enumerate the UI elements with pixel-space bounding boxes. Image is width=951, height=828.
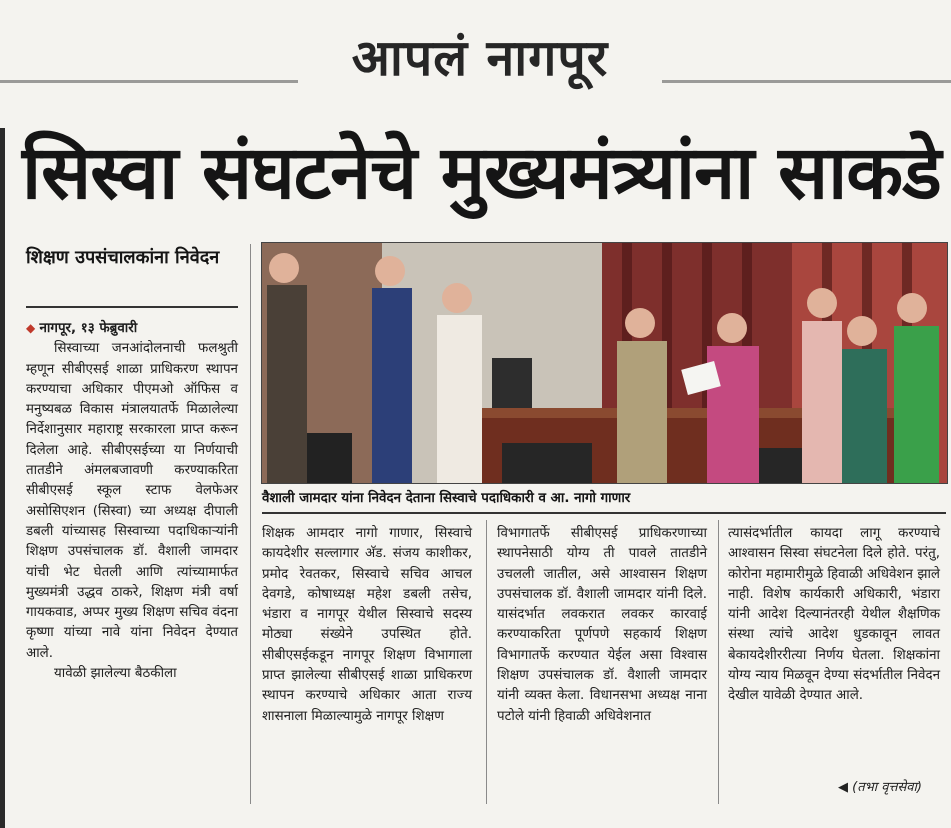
left-border-bar xyxy=(0,128,5,828)
news-photo xyxy=(261,242,948,484)
article-column-4 xyxy=(728,524,940,707)
news-credit xyxy=(838,777,943,797)
dateline: नागपूर, १३ फेब्रुवारी xyxy=(39,321,138,336)
subheadline: शिक्षण उपसंचालकांना निवेदन xyxy=(26,247,220,268)
photo-caption: वैशाली जामदार यांना निवेदन देताना सिस्वाचे पदाधिकारी व आ. नागो गाणार xyxy=(262,486,946,514)
masthead-rule-left xyxy=(0,80,298,83)
column-separator-3 xyxy=(718,520,719,804)
column-separator-2 xyxy=(486,520,487,804)
headline: सिस्वा संघटनेचे मुख्यमंत्र्यांना साकडे xyxy=(22,130,941,216)
column-1-paragraph-2: यावेळी झालेल्या बैठकीला xyxy=(54,666,177,682)
article-column-1 xyxy=(26,318,238,684)
diamond-bullet-icon: ◆ xyxy=(26,321,36,335)
triangle-marker-icon: ◀ xyxy=(838,780,848,795)
masthead-title: आपलं नागपूर xyxy=(351,28,609,87)
article-column-3 xyxy=(497,524,707,727)
column-2-text: शिक्षक आमदार नागो गाणार, सिस्वाचे कायदेशीर सल्लागार अ‍ॅड. संजय काशीकर, प्रमोद रेवतकर, सिस्वाचे सचिव आचल देवगडे, कोषाध्यक्ष महेश डबली तसेच, भंडारा व नागपूर येथील सिस्वाचे सदस्य मोठ्या संख्येने उपस्थित होते. सीबीएसईकडून नागपूर शिक्षण विभागाला प्राप्त झालेल्या सीबीएसई शाळा प्राधिकरण स्थापन करण्याचे अधिकार आता राज्य शासनाला मिळाल्यामुळे नागपूर शिक्षण xyxy=(262,526,472,724)
credit-text: (तभा वृत्तसेवा) xyxy=(852,780,922,795)
column-separator-1 xyxy=(250,244,251,804)
column-3-text: विभागातर्फे सीबीएसई प्राधिकरणाच्या स्थापनेसाठी योग्य ती पावले तातडीने उचलली जातील, असे आश्वासन शिक्षण उपसंचालक डॉ. वैशाली जामदार यांनी दिले. यासंदर्भात लवकरात लवकर कारवाई करण्याकरिता पूर्णपणे सहकार्य शिक्षण विभागातर्फे करण्यात येईल असा विश्वास शिक्षण उपसंचालक डॉ. वैशाली जामदार यांनी व्यक्त केला. विधानसभा अध्यक्ष नाना पटोले यांनी हिवाळी अधिवेशनात xyxy=(497,526,707,724)
subheadline-rule xyxy=(26,306,238,308)
masthead-rule-right xyxy=(662,80,951,83)
photo-illustration xyxy=(262,243,947,483)
column-1-paragraph-1: सिस्वाच्या जनआंदोलनाची फलश्रुती म्हणून सीबीएसई शाळा प्राधिकरण स्थापन करण्याचा अधिकार पीएमओ ऑफिस व मनुष्यबळ विकास मंत्रालयातर्फे मिळालेल्या निर्देशानुसार महाराष्ट्र सरकारला प्राप्त करून दिलेला आहे. सीबीएसईच्या या निर्णयाची तातडीने अंमलबजावणी करण्याकरिता सीबीएसई स्कूल स्टाफ वेलफेअर असोसिएशन (सिस्वा) च्या अध्यक्ष दीपाली डबली यांच्यासह सिस्वाच्या पदाधिकाऱ्यांनी शिक्षण उपसंचालक डॉ. वैशाली जामदार यांची भेट घेतली आणि त्यांच्यामार्फत मुख्यमंत्री उद्धव ठाकरे, शिक्षण मंत्री वर्षा गायकवाड, अप्पर मुख्य शिक्षण सचिव वंदना कृष्णा यांच्या नावे यांना निवेदन देण्यात आले. xyxy=(26,341,238,661)
article-column-2 xyxy=(262,524,472,727)
column-4-text: त्यासंदर्भातील कायदा लागू करण्याचे आश्वासन सिस्वा संघटनेला दिले होते. परंतु, कोरोना महामारीमुळे हिवाळी अधिवेशन झाले नाही. विशेष कार्यकारी अधिकारी, भंडारा यांनी आदेश दिल्यानंतरही येथील शैक्षणिक संस्था त्यांचे आदेश धुडकावून लावत बेकायदेशीररीत्या निर्णय घेतला. शिक्षकांना योग्य न्याय मिळवून देण्या संदर्भातील निवेदन देखील यावेळी देण्यात आले. xyxy=(728,526,940,704)
